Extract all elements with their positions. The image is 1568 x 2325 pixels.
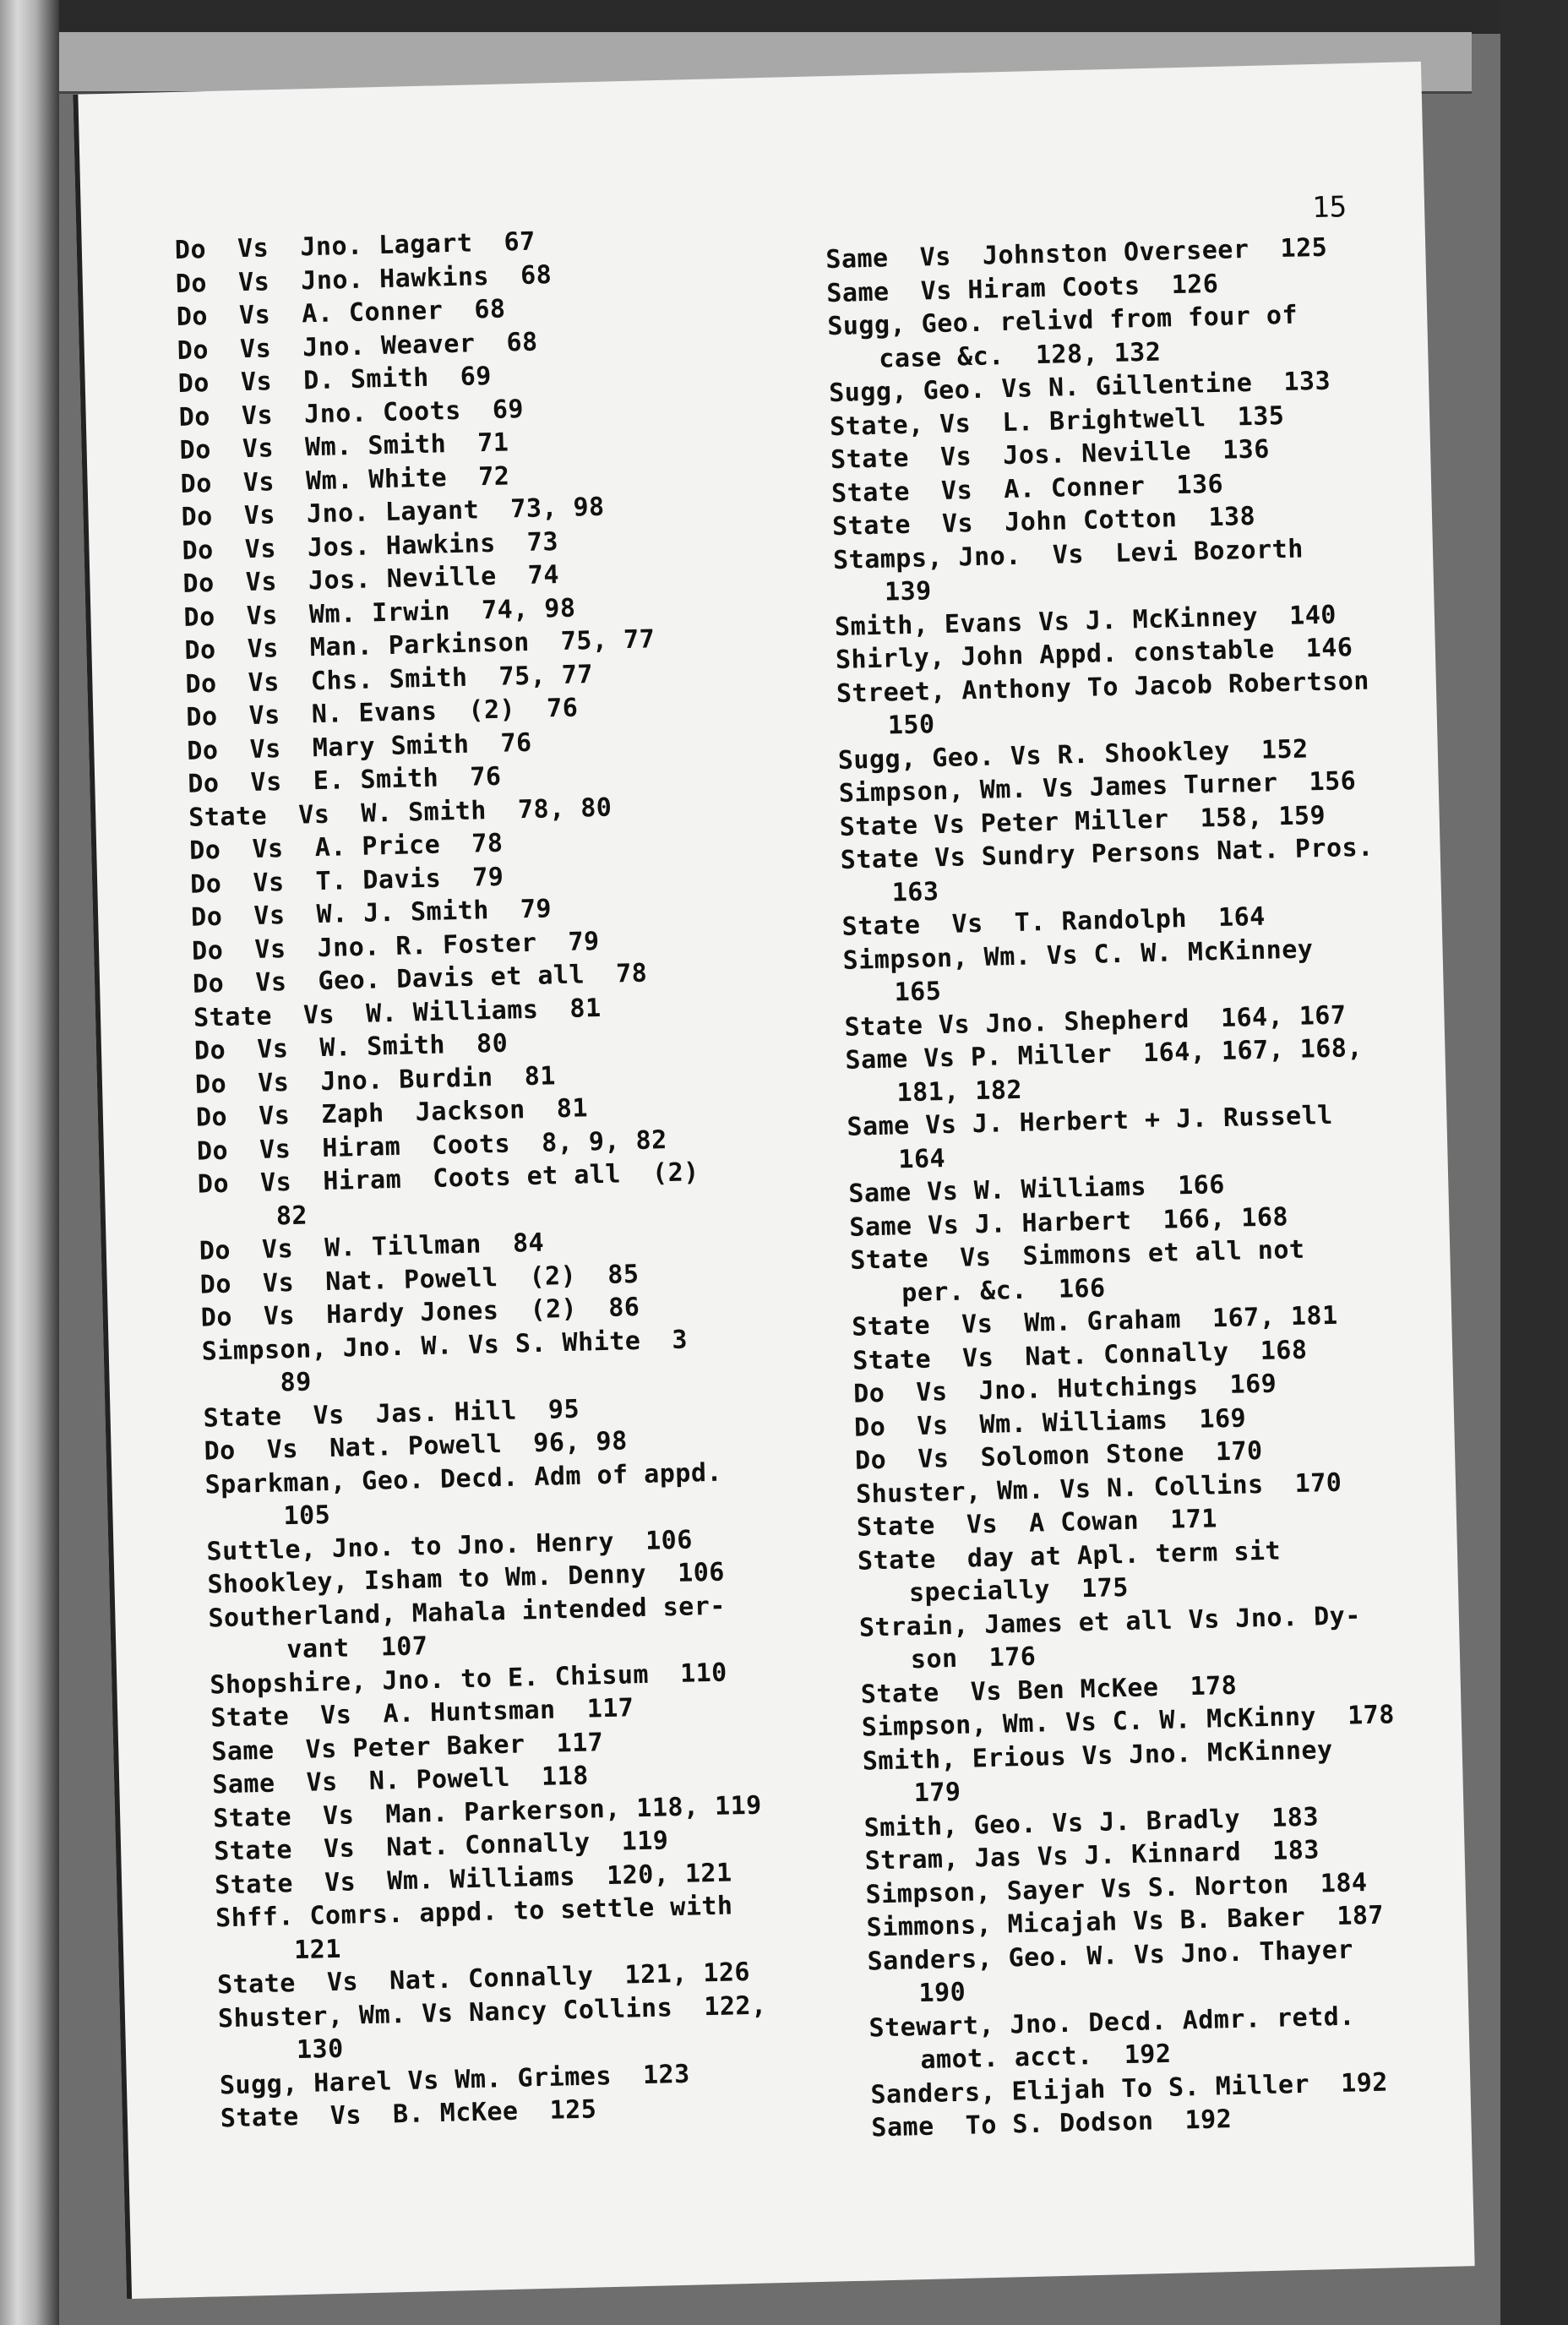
index-entry: State Vs A. Conner 136 bbox=[830, 469, 1224, 509]
scan-top-edge bbox=[0, 0, 1568, 34]
index-entry-continuation: vant 107 bbox=[286, 1631, 428, 1665]
index-entry: State Vs W. Williams 81 bbox=[193, 993, 602, 1033]
index-entry: Simpson, Wm. Vs C. W. McKinny 178 bbox=[861, 1700, 1396, 1743]
index-entry: State Vs B. McKee 125 bbox=[220, 2094, 597, 2134]
index-entry: Same Vs W. Williams 166 bbox=[847, 1169, 1226, 1209]
index-entry: Stram, Jas Vs J. Kinnard 183 bbox=[864, 1835, 1320, 1876]
index-entry: Same Vs J. Harbert 166, 168 bbox=[848, 1201, 1289, 1243]
index-entry: Do Vs W. Tillman 84 bbox=[199, 1228, 545, 1266]
index-entry: Do Vs Chs. Smith 75, 77 bbox=[185, 659, 594, 700]
index-entry: Same Vs N. Powell 118 bbox=[211, 1761, 590, 1800]
index-entry-continuation: 130 bbox=[296, 2034, 345, 2066]
index-entry: State Vs Peter Miller 158, 159 bbox=[839, 800, 1326, 842]
index-entry: Same Vs Peter Baker 117 bbox=[210, 1727, 604, 1767]
index-entry: Do Vs Jos. Neville 74 bbox=[182, 559, 560, 599]
index-entry-continuation: 89 bbox=[280, 1367, 313, 1398]
index-entry: State Vs Jas. Hill 95 bbox=[203, 1394, 580, 1434]
index-entry: Simpson, Sayer Vs S. Norton 184 bbox=[865, 1867, 1368, 1910]
index-entry: Do Vs Hiram Coots 8, 9, 82 bbox=[196, 1124, 668, 1167]
index-entry: State Vs Ben McKee 178 bbox=[860, 1670, 1238, 1710]
index-entry: Do Vs Wm. Williams 169 bbox=[853, 1402, 1247, 1443]
index-entry-continuation: 82 bbox=[275, 1201, 308, 1231]
index-entry: Do Vs Jno. Hawkins 68 bbox=[175, 259, 553, 299]
index-entry: Do Vs A. Price 78 bbox=[188, 828, 504, 866]
index-entry: Do Vs Jno. R. Foster 79 bbox=[191, 926, 601, 966]
index-entry: State Vs Jno. Shepherd 164, 167 bbox=[844, 999, 1347, 1043]
index-entry: Do Vs Wm. Irwin 74, 98 bbox=[183, 593, 576, 633]
page-number: 15 bbox=[1311, 190, 1348, 226]
index-entry: Do Vs Jno. Weaver 68 bbox=[177, 327, 539, 366]
index-entry: Do Vs Wm. White 72 bbox=[180, 460, 510, 499]
index-entry: State Vs Jos. Neville 136 bbox=[830, 434, 1271, 476]
index-entry-continuation: 139 bbox=[884, 576, 933, 607]
index-entry: Do Vs W. J. Smith 79 bbox=[190, 894, 553, 933]
index-entry: Strain, James et all Vs Jno. Dy- bbox=[858, 1600, 1362, 1643]
index-entry-continuation: amot. acct. 192 bbox=[920, 2039, 1172, 2076]
index-entry-continuation: per. &c. 166 bbox=[901, 1272, 1106, 1308]
index-entry: State Vs John Cotton 138 bbox=[831, 501, 1256, 542]
index-entry-continuation: 105 bbox=[283, 1500, 331, 1532]
index-entry: Same Vs Johnston Overseer 125 bbox=[825, 232, 1328, 275]
index-entry: State Vs T. Randolph 164 bbox=[841, 901, 1266, 942]
index-entry: Do Vs Wm. Smith 71 bbox=[179, 427, 509, 466]
index-entry: Same To S. Dodson 192 bbox=[871, 2104, 1233, 2143]
index-entry: Do Vs Man. Parkinson 75, 77 bbox=[184, 624, 656, 666]
index-entry-continuation: 181, 182 bbox=[896, 1075, 1023, 1108]
index-entry: Do Vs E. Smith 76 bbox=[187, 761, 502, 799]
index-entry: Do Vs Jos. Hawkins 73 bbox=[182, 526, 559, 566]
index-entry: Do Vs Jno. Layant 73, 98 bbox=[181, 492, 606, 532]
index-entry: Shff. Comrs. appd. to settle with bbox=[215, 1891, 733, 1934]
index-entry: Sparkman, Geo. Decd. Adm of appd. bbox=[204, 1457, 723, 1500]
left-column bbox=[174, 218, 863, 2135]
index-entry-continuation: 164 bbox=[898, 1143, 946, 1174]
index-entry: Same Vs J. Herbert + J. Russell bbox=[847, 1100, 1334, 1142]
index-entry: Do Vs Zaph Jackson 81 bbox=[195, 1093, 589, 1133]
index-entry: State Vs W. Smith 78, 80 bbox=[188, 792, 612, 833]
index-entry: Do Vs Jno. Coots 69 bbox=[178, 394, 525, 433]
index-entry: Do Vs Jno. Hutchings 169 bbox=[852, 1369, 1277, 1409]
index-entry: Sanders, Elijah To S. Miller 192 bbox=[870, 2067, 1389, 2110]
index-entry: Do Vs T. Davis 79 bbox=[189, 862, 504, 900]
index-entry: Smith, Erious Vs Jno. McKinney bbox=[862, 1734, 1333, 1777]
index-entry-continuation: 190 bbox=[918, 1977, 966, 2009]
index-entry-continuation: 121 bbox=[293, 1934, 342, 1965]
index-entry: State Vs Nat. Connally 168 bbox=[852, 1335, 1308, 1376]
index-entry: State Vs Nat. Connally 119 bbox=[213, 1826, 669, 1867]
index-entry: Simpson, Wm. Vs C. W. McKinney bbox=[842, 934, 1314, 976]
index-entry: Southerland, Mahala intended ser- bbox=[208, 1591, 727, 1634]
index-entry: Shopshire, Jno. to E. Chisum 110 bbox=[209, 1658, 728, 1700]
index-entry: Do Vs Hardy Jones (2) 86 bbox=[200, 1292, 640, 1333]
index-entry: Do Vs Solomon Stone 170 bbox=[854, 1435, 1264, 1476]
index-entry: State Vs Man. Parkerson, 118, 119 bbox=[212, 1790, 763, 1833]
index-entry-continuation: son 176 bbox=[910, 1642, 1037, 1675]
index-entry: Stewart, Jno. Decd. Admr. retd. bbox=[868, 2001, 1356, 2044]
index-entry: Sanders, Geo. W. Vs Jno. Thayer bbox=[867, 1935, 1354, 1977]
index-entry: Sugg, Geo. relivd from four of bbox=[826, 300, 1298, 342]
index-entry: Same Vs P. Miller 164, 167, 168, bbox=[845, 1032, 1364, 1075]
index-entry: State Vs A Cowan 171 bbox=[856, 1504, 1218, 1543]
index-entry: State Vs Wm. Graham 167, 181 bbox=[851, 1300, 1338, 1342]
index-entry-continuation: 179 bbox=[913, 1777, 961, 1809]
right-column bbox=[825, 229, 1455, 2145]
index-entry: Simpson, Wm. Vs James Turner 156 bbox=[838, 766, 1357, 809]
index-entry: Do Vs D. Smith 69 bbox=[177, 361, 493, 399]
scan-right-edge bbox=[1500, 0, 1568, 2325]
index-entry: Simmons, Micajah Vs B. Baker 187 bbox=[866, 1900, 1385, 1943]
index-entry-continuation: case &c. 128, 132 bbox=[878, 337, 1162, 374]
index-entry: Do Vs Hiram Coots et all (2) bbox=[197, 1157, 700, 1200]
index-entry: Do Vs N. Evans (2) 76 bbox=[185, 693, 579, 732]
index-entry: Do Vs W. Smith 80 bbox=[193, 1028, 509, 1066]
index-entry: State Vs Simmons et all not bbox=[849, 1234, 1305, 1276]
index-entry: Suttle, Jno. to Jno. Henry 106 bbox=[206, 1524, 694, 1567]
index-entry-continuation: specially 175 bbox=[908, 1572, 1130, 1609]
index-entry: Sugg, Harel Vs Wm. Grimes 123 bbox=[219, 2059, 691, 2100]
index-entry: State Vs Wm. Williams 120, 121 bbox=[214, 1857, 732, 1900]
index-entry: State Vs A. Huntsman 117 bbox=[210, 1693, 634, 1734]
index-entry: Shookley, Isham to Wm. Denny 106 bbox=[207, 1557, 726, 1600]
index-entry: Do Vs Nat. Powell (2) 85 bbox=[199, 1259, 640, 1300]
index-entry: Shuster, Wm. Vs Nancy Collins 122, bbox=[217, 1990, 767, 2034]
index-entry: Street, Anthony To Jacob Robertson bbox=[836, 666, 1370, 709]
index-entry: State Vs Nat. Connally 121, 126 bbox=[216, 1957, 751, 2001]
index-entry-continuation: 150 bbox=[887, 710, 935, 741]
index-entry: Do Vs Nat. Powell 96, 98 bbox=[204, 1426, 629, 1467]
index-entry: Do Vs Mary Smith 76 bbox=[186, 727, 533, 766]
index-entry: Stamps, Jno. Vs Levi Bozorth bbox=[832, 533, 1304, 575]
index-entry: Smith, Evans Vs J. McKinney 140 bbox=[834, 600, 1337, 642]
ledger-page bbox=[73, 62, 1474, 2299]
index-entry: Sugg, Geo. Vs R. Shookley 152 bbox=[837, 733, 1309, 776]
index-entry: Do Vs A. Conner 68 bbox=[176, 294, 506, 332]
index-entry: Smith, Geo. Vs J. Bradly 183 bbox=[863, 1801, 1320, 1843]
index-entry: Shirly, John Appd. constable 146 bbox=[835, 633, 1353, 676]
index-entry: Simpson, Jno. W. Vs S. White 3 bbox=[201, 1325, 689, 1367]
index-entry: State day at Apl. term sit bbox=[857, 1535, 1282, 1576]
index-entry: State Vs Sundry Persons Nat. Pros. bbox=[840, 832, 1375, 875]
index-entry: Do Vs Jno. Burdin 81 bbox=[194, 1060, 557, 1100]
index-entry: State, Vs L. Brightwell 135 bbox=[829, 400, 1285, 442]
index-entry: Do Vs Jno. Lagart 67 bbox=[174, 226, 536, 265]
index-entry-continuation: 163 bbox=[891, 876, 939, 907]
index-entry: Sugg, Geo. Vs N. Gillentine 133 bbox=[828, 366, 1331, 409]
book-binding bbox=[0, 0, 59, 2325]
index-entry: Same Vs Hiram Coots 126 bbox=[825, 269, 1219, 308]
index-entry-continuation: 165 bbox=[894, 977, 942, 1008]
index-entry: Shuster, Wm. Vs N. Collins 170 bbox=[855, 1467, 1342, 1510]
index-entry: Do Vs Geo. Davis et all 78 bbox=[192, 958, 648, 999]
